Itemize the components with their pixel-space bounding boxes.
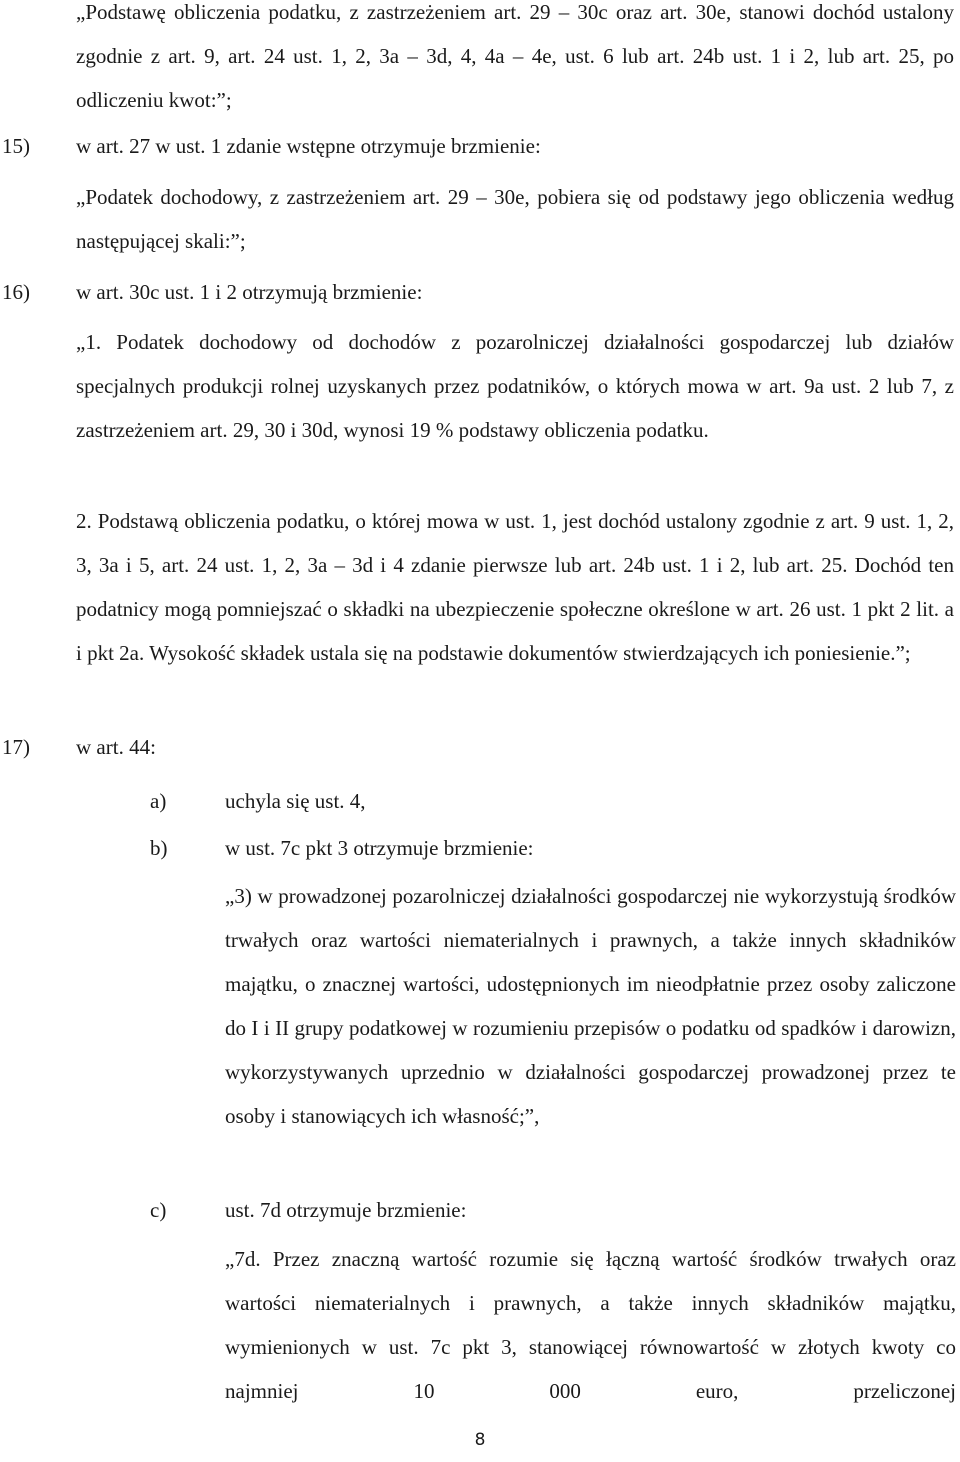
subitem-a-label: a) bbox=[150, 789, 167, 813]
subitem-a-text: uchyla się ust. 4, bbox=[225, 789, 366, 813]
page-number: 8 bbox=[474, 1430, 486, 1450]
paragraph-art30c-ust1: „1. Podatek dochodowy od dochodów z pozarolniczej działalności gospodarczej lub działów specjalnych produkcji rolnej uzyskanych przez podatników, o których mowa w art. 9a ust. 2 lub 7, z zastrzeżeniem art. 29, 30 i 30d, wynosi 19 % podstawy obliczenia podatku. bbox=[76, 330, 954, 442]
subitem-c-label: c) bbox=[150, 1198, 167, 1222]
item-16-text: w art. 30c ust. 1 i 2 otrzymują brzmienie: bbox=[76, 280, 423, 304]
subitem-b-text: w ust. 7c pkt 3 otrzymuje brzmienie: bbox=[225, 836, 534, 860]
subitem-c-text: ust. 7d otrzymuje brzmienie: bbox=[225, 1198, 467, 1222]
paragraph-art30c-ust2: 2. Podstawą obliczenia podatku, o której mowa w ust. 1, jest dochód ustalony zgodnie z art. 9 ust. 1, 2, 3, 3a i 5, art. 24 ust. 1, 2, 3a – 3d i 4 zdanie pierwsze lub art. 24b ust. 1 i 2, lub art. 25. Dochód ten podatnicy mogą pomniejszać o składki na ubezpieczenie społeczne określone w art. 26 ust. 1 pkt 2 lit. a i pkt 2a. Wysokość składek ustala się na podstawie dokumentów stwierdzających ich poniesienie.”; bbox=[76, 509, 954, 665]
subitem-b-label: b) bbox=[150, 836, 168, 860]
paragraph-art44-ust7d: „7d. Przez znaczną wartość rozumie się łączną wartość środków trwałych oraz wartości niematerialnych i prawnych, a także innych składników majątku, wymienionych w ust. 7c pkt 3, stanowiącej równowartość w złotych kwoty co najmniej 10 000 euro, przeliczonej bbox=[225, 1247, 956, 1403]
paragraph-art44-ust7c-pkt3: „3) w prowadzonej pozarolniczej działalności gospodarczej nie wykorzystują środków trwałych oraz wartości niematerialnych i prawnych, a także innych składników majątku, o znacznej wartości, udostępnionych im nieodpłatnie przez osoby zaliczone do I i II grupy podatkowej w rozumieniu przepisów o podatku od spadków i darowizn, wykorzystywanych uprzednio w działalności gospodarczej prowadzonej przez te osoby i stanowiących ich własność;”, bbox=[225, 884, 956, 1128]
item-number-17: 17) bbox=[2, 735, 30, 759]
item-number-16: 16) bbox=[2, 280, 30, 304]
paragraph-tax-base: „Podstawę obliczenia podatku, z zastrzeżeniem art. 29 – 30c oraz art. 30e, stanowi dochód ustalony zgodnie z art. 9, art. 24 ust. 1, 2, 3a – 3d, 4, 4a – 4e, ust. 6 lub art. 24b ust. 1 i 2, lub art. 25, po odliczeniu kwot:”; bbox=[76, 0, 954, 112]
item-number-15: 15) bbox=[2, 134, 30, 158]
paragraph-tax-scale: „Podatek dochodowy, z zastrzeżeniem art. 29 – 30e, pobiera się od podstawy jego obliczenia według następującej skali:”; bbox=[76, 185, 954, 253]
item-17-text: w art. 44: bbox=[76, 735, 156, 759]
item-15-text: w art. 27 w ust. 1 zdanie wstępne otrzymuje brzmienie: bbox=[76, 134, 541, 158]
